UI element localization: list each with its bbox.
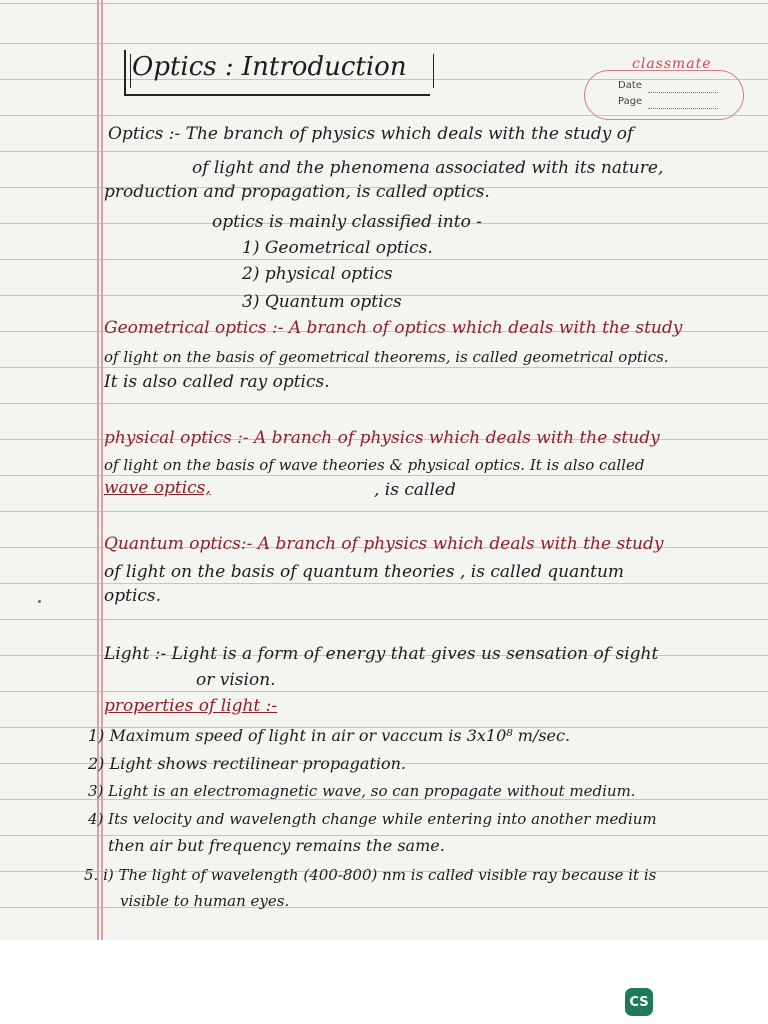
text-line: optics. [104, 586, 162, 606]
text-line: Optics :- The branch of physics which deals with the study of [108, 124, 634, 144]
text-line: , is called [374, 480, 456, 500]
text-line: of light on the basis of geometrical theorems, is called geometrical optics. [104, 348, 669, 366]
text-line: Geometrical optics :- A branch of optics which deals with the study [104, 318, 683, 338]
list-item: 1) Geometrical optics. [242, 238, 433, 258]
page-line [648, 108, 718, 109]
date-label: Date [618, 80, 642, 91]
section-heading: properties of light :- [104, 696, 278, 716]
list-item: 5. i) The light of wavelength (400-800) nm is called visible ray because it is [84, 866, 657, 884]
list-item: 4) Its velocity and wavelength change while entering into another medium [88, 810, 657, 828]
brand-logo: classmate [632, 56, 712, 72]
date-line [648, 92, 718, 93]
stray-mark [38, 600, 41, 603]
date-page-box [584, 70, 744, 120]
page-title: Optics : Introduction [132, 52, 407, 82]
list-item: 1) Maximum speed of light in air or vaccum is 3x10⁸ m/sec. [88, 726, 571, 745]
list-item: visible to human eyes. [120, 892, 290, 910]
list-item: then air but frequency remains the same. [108, 836, 445, 855]
text-line: physical optics :- A branch of physics which deals with the study [104, 428, 660, 448]
text-line: Quantum optics:- A branch of physics which deals with the study [104, 534, 664, 554]
text-line: or vision. [196, 670, 276, 690]
text-line: of light on the basis of wave theories & physical optics. It is also called [104, 456, 645, 474]
list-item: 3) Light is an electromagnetic wave, so can propagate without medium. [88, 782, 636, 800]
list-item: 2) physical optics [242, 264, 393, 284]
text-line: Light :- Light is a form of energy that gives us sensation of sight [104, 644, 659, 664]
camscanner-badge: CS [625, 988, 653, 1016]
text-line: production and propagation, is called optics. [104, 182, 490, 202]
classmate-header [584, 56, 744, 120]
list-item: 2) Light shows rectilinear propagation. [88, 754, 407, 773]
text-line: optics is mainly classified into - [212, 212, 482, 232]
text-line: of light and the phenomena associated with its nature, [192, 158, 664, 178]
page-label: Page [618, 96, 643, 107]
text-line: It is also called ray optics. [104, 372, 330, 392]
text-line: of light on the basis of quantum theories , is called quantum [104, 562, 625, 582]
list-item: 3) Quantum optics [242, 292, 402, 312]
text-line: wave optics, [104, 478, 211, 498]
